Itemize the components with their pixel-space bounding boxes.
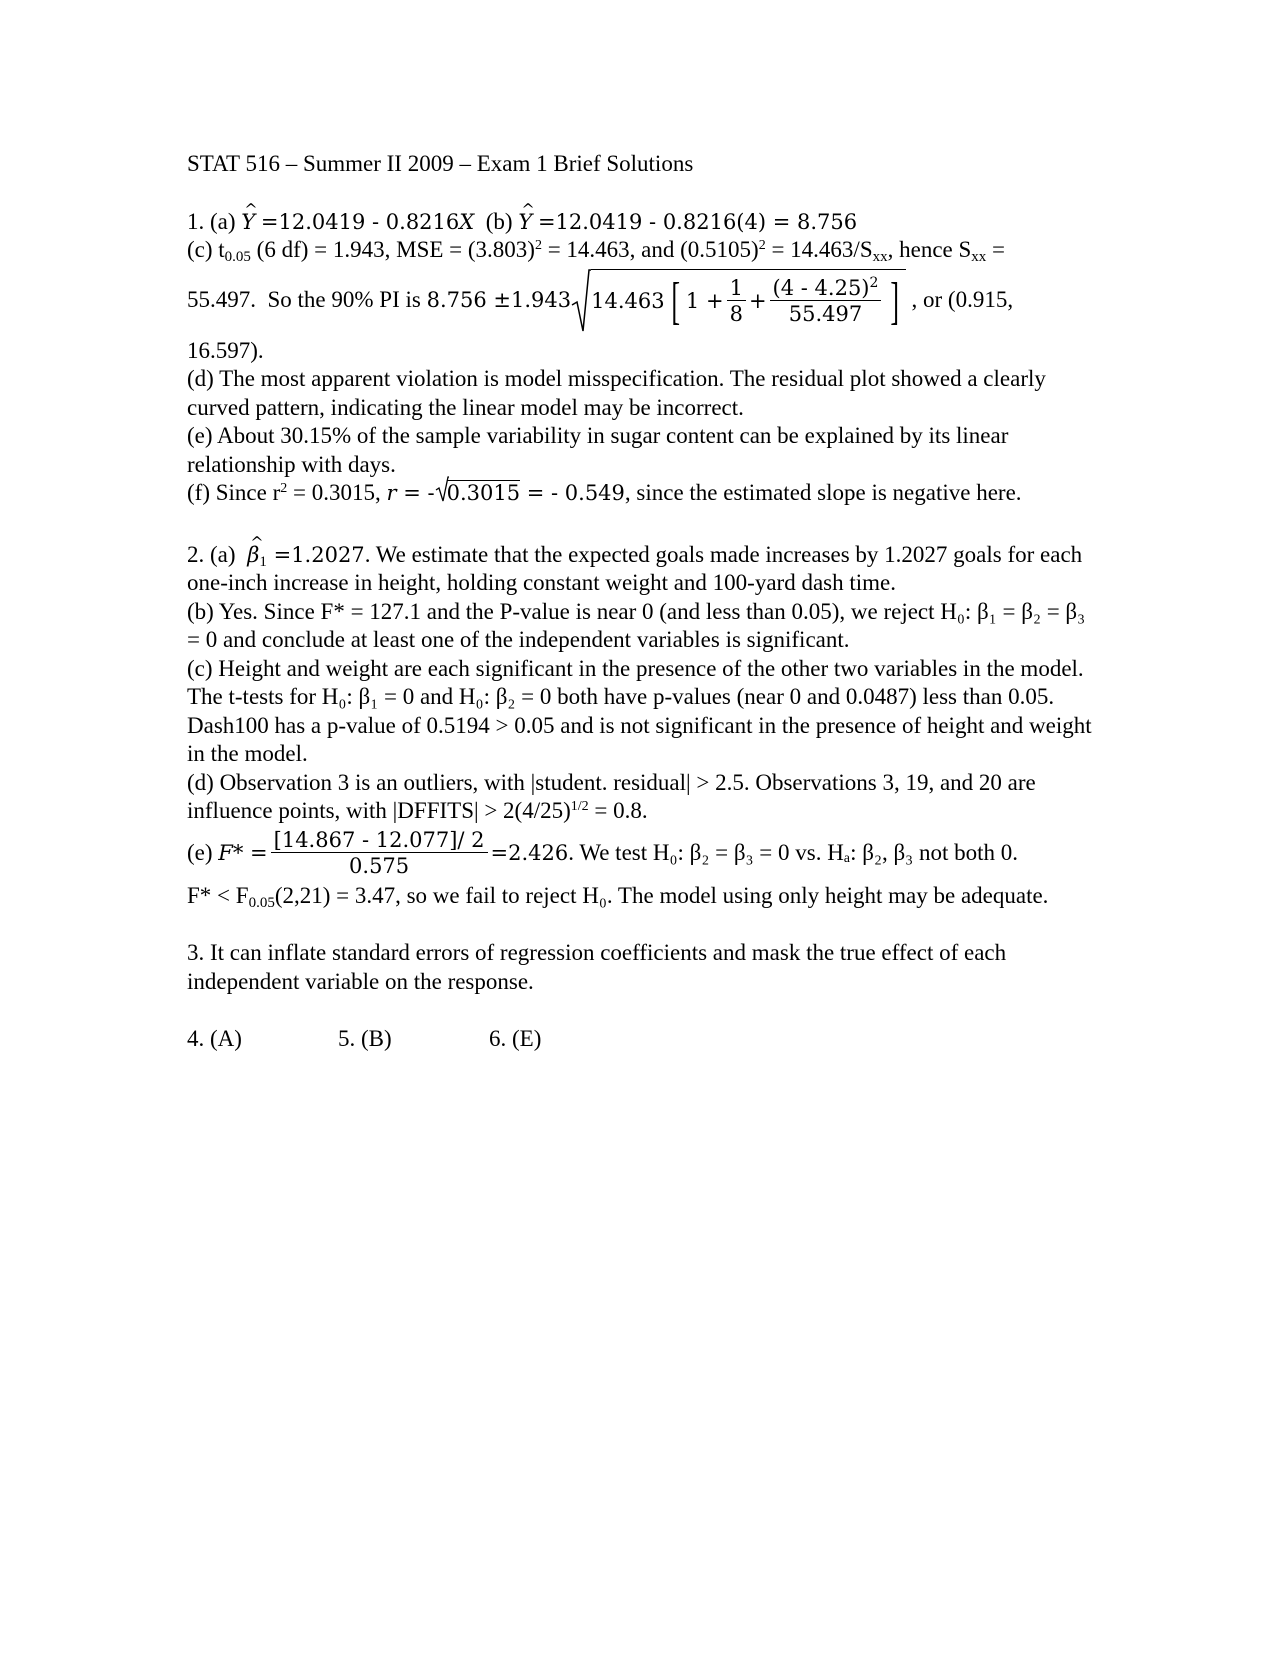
q2-e-conclusion: $F* < F_{0.05}(2,21) = 3.47$, so we fail to reject H₀. The model using only height may be adequate. bbox=[187, 882, 1049, 911]
multiple-choice-answers bbox=[187, 1025, 1097, 1054]
answer-5: 5. (B) bbox=[338, 1026, 392, 1051]
q2-b: (b) Yes. Since F* = 127.1 and the P-value is near 0 (and less than 0.05), we reject H₀: β₁ = β₂ = β₃ = 0 and conclude at least one of the independent variables is significant. bbox=[187, 598, 1086, 652]
q1-c: (c) $t_{0.05}$ (6 df) = 1.943, MSE = $(3.803)^2 = 14.463$, and $(0.5105)^2 = 14.463/S_{xx}$, hence $S_{xx}$ = bbox=[187, 237, 1006, 265]
page-title: STAT 516 – Summer II 2009 – Exam 1 Brief Solutions bbox=[187, 151, 694, 176]
q2-d: (d) Observation 3 is an outliers, with |student. residual| > 2.5. Observations 3, 19, and 20 are influence points, with |DFFITS| > $2(4/25)^{1/2} = 0.8$. bbox=[187, 769, 1036, 823]
q1-e: (e) About 30.15% of the sample variability in sugar content can be explained by its linear relationship with days. bbox=[187, 423, 1009, 477]
q1-f: (f) Since $r^2 = 0.3015$, r = - 0.3015 = - 0.549, since the estimated slope is negative here. bbox=[187, 479, 1097, 508]
y-hat-symbol: ^ Y bbox=[518, 208, 532, 237]
answer-4: 4. (A) bbox=[187, 1026, 242, 1051]
sqrt-sign bbox=[571, 269, 591, 333]
q2-e: (e) F* = $\frac{[14.867 - 12.077]/ 2}{0.575}$ =2.426 . We test H₀: β₂ = β₃ = 0 vs. Hₐ: β₂, β₃ not both 0. bbox=[187, 828, 1018, 878]
q2-c: (c) Height and weight are each significant in the presence of the other two variables in the model. The t-tests for H₀: β₁ = 0 and H₀: β₂ = 0 both have p-values (near 0 and 0.0487) less than 0.05. Dash100 has a p-value of 0.5194 > 0.05 and is not significant in the presence of height and weight in the model. bbox=[187, 655, 1092, 766]
q1-ab: 1. (a) ^ Y =12.0419 - 0.8216X (b) ^ Y =12.0419 - 0.8216(4) = 8.756 bbox=[187, 208, 1097, 237]
beta-hat-symbol: ^ β bbox=[247, 541, 259, 570]
answer-6: 6. (E) bbox=[489, 1026, 542, 1051]
sqrt-body: 14.463 [ 1 + $\frac{1}{8}$ + $\frac{(4 - 4.25)^2}{55.497}$ ] bbox=[591, 269, 906, 332]
q2-a: 2. (a) ^ $\beta_1 =1.2027$. We estimate that the expected goals made increases by 1.2027 goals for each one-inch increase in height, holding constant weight and 100-yard dash time. bbox=[187, 541, 1097, 598]
document-body: STAT 516 – Summer II 2009 – Exam 1 Brief Solutions 1. (a) ^ Y =12.0419 - 0.8216X (b) ^ Y =12.0419 - 0.8216(4) = 8.756 (c) $t_{0.05}$ (6 df) = 1.943, MSE = $(3.803)^2 = 14.463$, and $(0.5105)^2 = 14.463/S_{xx}$, hence $S_{xx}$ = 55.497. So the 90% PI is 8.756 ±1.943 14.463 [ 1 + $\frac{1}{8}$ + $\frac{(4 - 4.25)^2}{55.497}$ ] , or (0.915, 16.597). (d) The most apparent violation is model misspecification. The residual plot showed a clearly curved pattern, indicating the linear model may be incorrect. (e) About 30.15% of the sample variability in sugar content can be explained by its linear relationship with days. (f) Since $r^2 = 0.3015$, r = - 0.3015 = - 0.549, since the estimated slope is negative here. 2. (a) ^ $\beta_1 =1.2027$. We estimate that the expected goals made increases by 1.2027 goals for each one-inch increase in height, holding constant weight and 100-yard dash time. (b) Yes. Since F* = 127.1 and the P-value is near 0 (and less than 0.05), we reject H₀: β₁ = β₂ = β₃ = 0 and conclude at least one of the independent variables is significant. (c) Height and weight are each significant in the presence of the other two variables in the model. The t-tests for H₀: β₁ = 0 and H₀: β₂ = 0 both have p-values (near 0 and 0.0487) less than 0.05. Dash100 has a p-value of 0.5194 > 0.05 and is not significant in the presence of height and weight in the model. (d) Observation 3 is an outliers, with |student. residual| > 2.5. Observations 3, 19, and 20 are influence points, with |DFFITS| > $2(4/25)^{1/2} = 0.8$. (e) F* = $\frac{[14.867 - 12.077]/ 2}{0.575}$ =2.426 . We test H₀: β₂ = β₃ = 0 vs. Hₐ: β₂, β₃ not both 0. $F* < F_{0.05}(2,21) = 3.47$, so we fail to reject H₀. The model using only height may be adequate. 3. It can inflate standard errors of regression coefficients and mask the true effect of each independent variable on the response. 4. (A) 5. (B) 6. (E) bbox=[187, 150, 1097, 1054]
y-hat-symbol: ^ Y bbox=[241, 208, 255, 237]
q3: 3. It can inflate standard errors of regression coefficients and mask the true effect of each independent variable on the response. bbox=[187, 940, 1007, 994]
q1-d: (d) The most apparent violation is model misspecification. The residual plot showed a clearly curved pattern, indicating the linear model may be incorrect. bbox=[187, 366, 1046, 420]
prediction-interval-formula: 55.497. So the 90% PI is 8.756 ±1.943 14.463 [ 1 + $\frac{1}{8}$ + $\frac{(4 - 4.25)^2}{55.497}$ ] , or (0.915, bbox=[187, 265, 1097, 337]
